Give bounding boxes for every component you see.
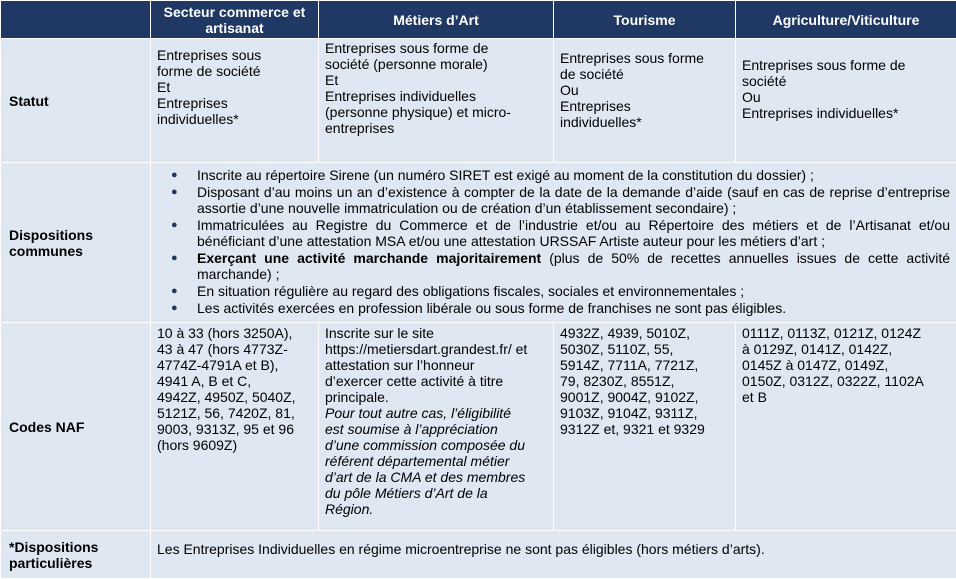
text-line: Ou (560, 82, 731, 98)
text-line: Et (325, 72, 549, 88)
col-header-agriculture: Agriculture/Viticulture (736, 1, 956, 39)
text-line: de société (560, 66, 731, 82)
italic-line: d’une commission composée du (325, 437, 549, 453)
text-line: Entreprises sous forme de (742, 57, 952, 73)
row-particulieres (1, 531, 956, 579)
list-item (171, 217, 950, 249)
text-line: principale. (325, 389, 549, 405)
text-line: 4941 A, B et C, (157, 373, 314, 389)
naf-commerce (151, 323, 319, 531)
text-line: (personne physique) et micro- (325, 104, 549, 120)
bullet-icon: ● (171, 167, 178, 183)
naf-metiers (319, 323, 554, 531)
italic-line: Région. (325, 501, 549, 517)
row-header-naf: Codes NAF (1, 323, 151, 531)
text-line: attestation sur l’honneur (325, 357, 549, 373)
particulieres-text: Les Entreprises Individuelles en régime microentreprise ne sont pas éligibles (hors métiers d’arts). (151, 531, 956, 579)
text-line: 9003, 9313Z, 95 et 96 (157, 421, 314, 437)
statut-metiers (319, 39, 554, 163)
text-line: Entreprises sous forme de (325, 40, 549, 56)
col-header-metiers: Métiers d’Art (319, 1, 554, 39)
text-line: Entreprises sous forme (560, 50, 731, 66)
text-line: 9001Z, 9004Z, 9102Z, (560, 389, 731, 405)
col-header-tourisme: Tourisme (554, 1, 736, 39)
text-line: 10 à 33 (hors 3250A), (157, 325, 314, 341)
text-line: Entreprises sous (157, 47, 314, 63)
text-line: 0150Z, 0312Z, 0322Z, 1102A (742, 373, 952, 389)
label-line: communes (9, 243, 150, 259)
row-dispositions (1, 163, 956, 323)
text-line: 0145Z à 0147Z, 0149Z, (742, 357, 952, 373)
text-line: Inscrite sur le site (325, 325, 549, 341)
list-item (171, 167, 950, 183)
text-line: 43 à 47 (hors 4773Z- (157, 341, 314, 357)
text-line: d’exercer cette activité à titre (325, 373, 549, 389)
row-header-statut: Statut (1, 39, 151, 163)
naf-tourisme (554, 323, 736, 531)
list-item (171, 283, 950, 299)
text-line: 4942Z, 4950Z, 5040Z, (157, 389, 314, 405)
col-header-commerce: Secteur commerce et artisanat (151, 1, 319, 39)
header-row (1, 1, 956, 39)
list-item-text: (plus de 50% de recettes annuelles issues de cette activité marchande) ; (197, 250, 950, 282)
text-line: à 0129Z, 0141Z, 0142Z, (742, 341, 952, 357)
list-item-text: En situation régulière au regard des obligations fiscales, sociales et environnementales ; (197, 283, 744, 299)
list-item-text: Les activités exercées en profession libérale ou sous forme de franchises ne sont pas éligibles. (197, 300, 786, 316)
text-line: société (742, 73, 952, 89)
label-line: Dispositions (9, 227, 150, 243)
text-line: 5121Z, 56, 7420Z, 81, (157, 405, 314, 421)
text-line: 4774Z-4791A et B), (157, 357, 314, 373)
row-header-dispositions (1, 163, 151, 323)
list-item-text: Immatriculées au Registre du Commerce et de l’industrie et/ou au Répertoire des métiers et de l’Artisanat et/ou bénéficiant d’une attestation MSA et/ou une attestation URSSAF Artiste auteur pour les métiers d’art ; (197, 217, 950, 249)
text-line: Ou (742, 89, 952, 105)
metiers-url-text: https://metiersdart.grandest.fr/ et (325, 341, 549, 357)
text-line: Entreprises (560, 98, 731, 114)
label-line: particulières (9, 555, 150, 571)
dispositions-list (171, 167, 950, 316)
italic-line: référent départemental métier (325, 453, 549, 469)
text-line: 4932Z, 4939, 5010Z, (560, 325, 731, 341)
list-item (171, 300, 950, 316)
header-corner (1, 1, 151, 39)
italic-line: d’art de la CMA et des membres (325, 469, 549, 485)
text-line: 79, 8230Z, 8551Z, (560, 373, 731, 389)
text-line: 0111Z, 0113Z, 0121Z, 0124Z (742, 325, 952, 341)
row-codes-naf (1, 323, 956, 531)
italic-line: Pour tout autre cas, l’éligibilité (325, 405, 549, 421)
bullet-icon: ● (171, 250, 178, 266)
italic-line: est soumise à l’appréciation (325, 421, 549, 437)
statut-tourisme (554, 39, 736, 163)
text-line: Entreprises individuelles (325, 88, 549, 104)
list-item-bold-text: Exerçant une activité marchande majoritairement (197, 250, 541, 266)
text-line: 5914Z, 7711A, 7721Z, (560, 357, 731, 373)
text-line: Entreprises individuelles* (742, 105, 952, 121)
statut-commerce (151, 39, 319, 163)
text-line: individuelles* (560, 114, 731, 130)
statut-agriculture (736, 39, 956, 163)
list-item (171, 250, 950, 282)
bullet-icon: ● (171, 184, 178, 200)
text-line: Entreprises (157, 95, 314, 111)
row-statut (1, 39, 956, 163)
text-line: individuelles* (157, 111, 314, 127)
bullet-icon: ● (171, 300, 178, 316)
text-line: entreprises (325, 120, 549, 136)
text-line: 5030Z, 5110Z, 55, (560, 341, 731, 357)
text-line: Et (157, 79, 314, 95)
text-line: 9103Z, 9104Z, 9311Z, (560, 405, 731, 421)
text-line: 9312Z et, 9321 et 9329 (560, 421, 731, 437)
list-item (171, 184, 950, 216)
row-header-particulieres (1, 531, 151, 579)
text-line: forme de société (157, 63, 314, 79)
text-line: (hors 9609Z) (157, 437, 314, 453)
list-item-text: Disposant d’au moins un an d’existence à compter de la date de la demande d’aide (sauf en cas de reprise d’entreprise assortie d’une nouvelle immatriculation ou de création d’un établissement secondaire) ; (197, 184, 950, 216)
label-line: *Dispositions (9, 539, 150, 555)
bullet-icon: ● (171, 217, 178, 233)
list-item-text: Inscrite au répertoire Sirene (un numéro SIRET est exigé au moment de la constitution du dossier) ; (197, 167, 814, 183)
dispositions-list-cell (151, 163, 956, 323)
italic-line: du pôle Métiers d’Art de la (325, 485, 549, 501)
text-line: société (personne morale) (325, 56, 549, 72)
text-line: et B (742, 389, 952, 405)
bullet-icon: ● (171, 283, 178, 299)
naf-agriculture (736, 323, 956, 531)
